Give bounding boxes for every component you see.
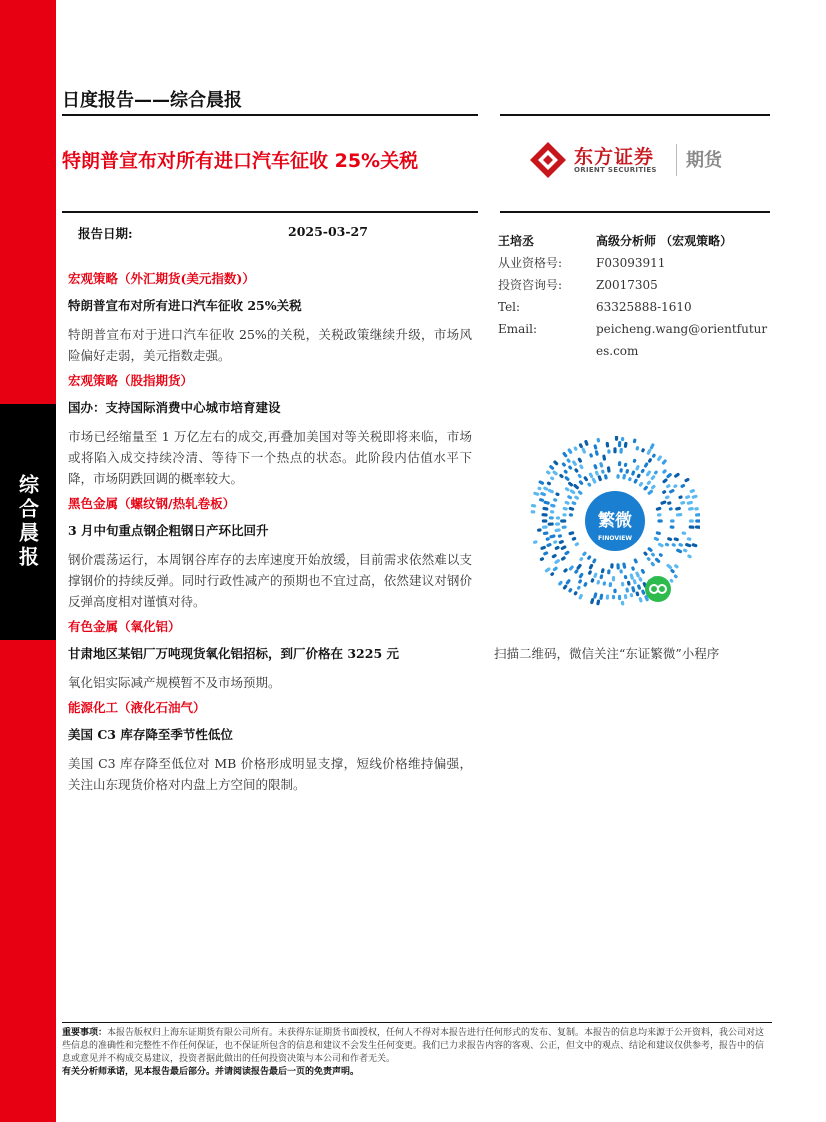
qr-dot xyxy=(568,460,569,461)
qr-dot xyxy=(570,508,572,509)
section-4 xyxy=(68,618,472,693)
qr-dot xyxy=(556,548,558,549)
qr-dot xyxy=(595,446,596,448)
qr-dot xyxy=(542,494,544,495)
qr-dot xyxy=(644,584,645,587)
logo-suffix: 期货 xyxy=(686,150,722,171)
qr-dot xyxy=(686,480,688,481)
qr-dot xyxy=(555,462,557,464)
qr-dot xyxy=(669,539,671,540)
qr-dot xyxy=(563,558,565,559)
qr-dot xyxy=(676,474,678,476)
company-logo xyxy=(528,140,738,180)
qr-dot xyxy=(653,486,654,487)
section-category: 宏观策略（股指期货） xyxy=(68,373,194,388)
qr-dot xyxy=(541,500,543,501)
qr-dot xyxy=(545,553,547,554)
qr-dot xyxy=(579,459,580,461)
qr-dot xyxy=(675,576,676,577)
qr-dot xyxy=(595,594,596,597)
qr-dot xyxy=(551,467,553,468)
qr-dot xyxy=(649,491,651,493)
section-3 xyxy=(68,495,472,612)
qr-dot xyxy=(570,467,571,468)
qr-dot xyxy=(593,479,594,482)
qr-dot xyxy=(590,566,591,568)
qr-dot xyxy=(581,466,582,467)
qr-dot xyxy=(544,508,547,509)
qr-center-sub: FINOVIEW xyxy=(598,535,632,542)
qr-dot xyxy=(668,475,670,477)
qr-dot xyxy=(571,491,573,493)
footer-rule xyxy=(62,1022,772,1023)
qr-dot xyxy=(545,502,548,503)
qr-dot xyxy=(580,482,581,483)
qr-dot xyxy=(562,547,564,548)
main-content xyxy=(68,270,472,801)
qr-dot xyxy=(581,445,582,447)
analyst-row xyxy=(498,296,768,318)
qr-dot xyxy=(564,586,565,588)
qr-dot xyxy=(648,450,649,453)
qr-dot xyxy=(580,596,581,598)
qr-dot xyxy=(548,545,550,546)
qr-dot xyxy=(601,595,602,598)
qr-dot xyxy=(548,483,549,484)
qr-dot xyxy=(590,474,591,476)
qr-dot xyxy=(693,496,696,497)
qr-dot xyxy=(687,497,689,498)
section-2 xyxy=(68,372,472,489)
qr-dot xyxy=(631,575,632,578)
qr-dot xyxy=(651,445,652,448)
qr-dot xyxy=(635,560,636,562)
qr-dot xyxy=(563,464,564,465)
analyst-title: 高级分析师 （宏观策略） xyxy=(596,234,733,248)
qr-dot xyxy=(678,550,681,551)
analyst-row xyxy=(498,252,768,274)
qr-dot xyxy=(549,490,552,491)
qr-dot xyxy=(552,505,554,506)
qr-dot xyxy=(592,600,593,603)
qr-dot xyxy=(545,488,547,489)
qr-dot xyxy=(646,597,647,600)
qr-dot xyxy=(570,590,571,591)
date-rule-left xyxy=(62,211,478,213)
section-body: 氧化铝实际减产规模暂不及市场预期。 xyxy=(68,675,281,690)
section-1 xyxy=(68,270,472,366)
qr-dot xyxy=(668,565,670,567)
qr-dot xyxy=(655,539,657,540)
qr-dot xyxy=(676,566,677,567)
qr-dot xyxy=(643,591,644,593)
qr-dot xyxy=(640,579,641,580)
qr-dot xyxy=(580,574,581,576)
report-type-title: 日度报告——综合晨报 xyxy=(62,90,242,111)
qr-dot xyxy=(664,471,665,472)
disclaimer xyxy=(62,1027,772,1079)
section-headline: 3 月中旬重点钢企粗钢日产环比回升 xyxy=(68,523,269,538)
qr-dot xyxy=(535,493,538,494)
disclaimer-text: 本报告版权归上海东证期货有限公司所有。未获得东证期货书面授权，任何人不得对本报告进行任何形式的发布、复制。本报告的信息均来源于公开资料，我公司对这些信息的准确性和完整性不作任何保证，也不保证所包含的信息和建议不会发生任何变更。我们已力求报告内容的客观、公正，但文中的观点、结论和建议仅供参考，报告中的信息或意见并不构成交易建议，投资者据此做出的任何投资决策与本公司和作者无关。 xyxy=(62,1028,765,1064)
qr-dot xyxy=(573,503,574,504)
qr-dot xyxy=(645,553,646,554)
qr-dot xyxy=(576,544,577,545)
qr-dot xyxy=(660,555,661,556)
qr-dot xyxy=(578,566,580,568)
qr-dot xyxy=(583,449,584,452)
qr-dot xyxy=(664,480,666,482)
qr-dot xyxy=(560,542,562,543)
qr-dot xyxy=(671,491,673,492)
qr-dot xyxy=(688,502,691,503)
qr-dot xyxy=(672,571,673,572)
qr-dot xyxy=(552,478,553,479)
qr-dot xyxy=(645,487,646,488)
qr-dot xyxy=(656,472,657,473)
disclaimer-note: 有关分析师承诺，见本报告最后部分。并请阅读报告最后一页的免责声明。 xyxy=(62,1067,360,1077)
qr-dot xyxy=(575,448,576,449)
qr-dot xyxy=(648,559,649,560)
qr-dot xyxy=(642,571,643,573)
qr-dot xyxy=(653,554,654,555)
qr-dot xyxy=(640,484,641,486)
qr-dot xyxy=(648,482,649,483)
qr-dot xyxy=(633,588,634,591)
qr-dot xyxy=(556,561,558,563)
header-rule-left xyxy=(62,114,478,116)
qr-dot xyxy=(575,486,577,488)
qr-dot xyxy=(585,478,586,480)
qr-dot xyxy=(551,536,554,537)
qr-dot xyxy=(560,582,561,583)
qr-dot xyxy=(652,477,653,479)
qr-dot xyxy=(657,559,659,561)
analyst-name-row xyxy=(498,230,768,252)
section-headline: 美国 C3 库存降至季节性低位 xyxy=(68,727,233,742)
analyst-email-row xyxy=(498,318,768,362)
logo-name: 东方证券 xyxy=(574,146,655,168)
qr-dot xyxy=(637,467,638,469)
report-date-value: 2025-03-27 xyxy=(288,224,368,239)
qr-dot xyxy=(579,476,580,477)
qr-dot xyxy=(548,472,549,473)
qr-dot xyxy=(554,472,556,474)
qr-dot xyxy=(637,573,638,576)
qr-dot xyxy=(542,547,544,548)
qr-dot xyxy=(597,472,598,474)
qr-dot xyxy=(624,475,625,478)
report-date-label: 报告日期: xyxy=(78,226,133,241)
qr-dot xyxy=(566,478,568,480)
qr-dot xyxy=(671,580,672,581)
qr-dot xyxy=(576,497,578,498)
qr-dot xyxy=(570,567,572,569)
qr-dot xyxy=(565,471,566,472)
qr-dot xyxy=(589,484,590,485)
email-link[interactable]: peicheng.wang@orientfutures.com xyxy=(596,322,768,358)
analyst-key: 投资咨询号: xyxy=(498,278,563,292)
qr-dot xyxy=(541,559,542,560)
qr-dot xyxy=(576,571,577,572)
analyst-key: Tel: xyxy=(498,300,521,314)
qr-caption: 扫描二维码，微信关注“东证繁微”小程序 xyxy=(494,646,720,661)
qr-dot xyxy=(570,483,572,484)
date-rule-right xyxy=(500,211,770,213)
qr-dot xyxy=(662,502,665,503)
email-key: Email: xyxy=(498,322,538,336)
analyst-value: Z0017305 xyxy=(596,278,658,292)
qr-dot xyxy=(657,533,659,534)
qr-dot xyxy=(594,560,595,562)
analyst-info xyxy=(498,230,768,362)
section-headline: 甘肃地区某铝厂万吨现货氧化铝招标，到厂价格在 3225 元 xyxy=(68,646,399,661)
qr-center-text: 繁微 xyxy=(598,511,632,531)
qr-dot xyxy=(579,492,580,493)
qr-dot xyxy=(687,545,690,546)
qr-dot xyxy=(590,572,591,573)
qr-dot xyxy=(567,581,569,583)
analyst-key: 从业资格号: xyxy=(498,256,563,270)
analyst-value: 63325888-1610 xyxy=(596,300,692,314)
qr-dot xyxy=(552,574,553,575)
qr-dot xyxy=(553,556,555,557)
section-body: 市场已经缩量至 1 万亿左右的成交,再叠加美国对等关税即将来临，市场或将陷入成交持续冷清、等待下一个热点的状态。此阶段内估值水平下降，市场阴跌回调的概率较大。 xyxy=(68,429,472,486)
qr-dot xyxy=(566,552,568,553)
section-category: 有色金属（氧化铝） xyxy=(68,619,181,634)
qr-dot xyxy=(599,477,600,480)
qr-dot xyxy=(639,586,640,588)
qr-dot xyxy=(595,466,596,468)
qr-dot xyxy=(601,464,602,466)
section-category: 黑色金属（螺纹钢/热轧卷板） xyxy=(68,496,236,511)
qr-dot xyxy=(677,508,680,509)
section-5 xyxy=(68,699,472,795)
qr-dot xyxy=(640,599,641,601)
qr-dot xyxy=(589,557,590,558)
qr-dot xyxy=(648,472,650,475)
qr-dot xyxy=(576,470,577,471)
analyst-row xyxy=(498,274,768,296)
section-body: 钢价震荡运行，本周钢谷库存的去库速度开始放缓，目前需求依然难以支撑钢价的持续反弹。同时行政性减产的预期也不宜过高，依然建议对钢价反弹高度相对谨慎对待。 xyxy=(68,552,472,609)
qr-dot xyxy=(663,461,665,463)
orient-diamond-icon xyxy=(528,140,568,180)
qr-dot xyxy=(574,462,576,464)
qr-dot xyxy=(634,581,635,583)
page-title: 特朗普宣布对所有进口汽车征收 25%关税 xyxy=(62,150,419,172)
qr-dot xyxy=(565,570,566,571)
qr-dot xyxy=(573,539,574,540)
section-body: 美国 C3 库存降至低位对 MB 价格形成明显支撑，短线价格维持偏强，关注山东现货价格对内盘上方空间的限制。 xyxy=(68,756,472,792)
qr-dot xyxy=(646,464,647,466)
qr-dot xyxy=(624,564,625,567)
section-category: 能源化工（液化石油气） xyxy=(68,700,206,715)
qr-dot xyxy=(682,486,683,487)
qr-dot xyxy=(638,475,639,476)
side-tab: 综合晨报 xyxy=(0,404,56,640)
qr-dot xyxy=(667,497,668,498)
qr-dot xyxy=(660,544,662,545)
qr-dot xyxy=(566,502,568,503)
qr-dot xyxy=(561,476,562,477)
qr-dot xyxy=(581,559,582,560)
disclaimer-label: 重要事项： xyxy=(62,1028,108,1038)
qr-dot xyxy=(585,584,586,585)
qr-dot xyxy=(584,553,585,554)
analyst-value: F03093911 xyxy=(596,256,666,270)
qr-dot xyxy=(668,486,669,487)
qr-dot xyxy=(546,569,548,571)
qr-dot xyxy=(642,470,643,471)
qr-dot xyxy=(649,549,651,551)
qr-dot xyxy=(675,539,677,540)
section-headline: 特朗普宣布对所有进口汽车征收 25%关税 xyxy=(68,298,302,313)
header-rule-right xyxy=(500,114,770,116)
qr-dot xyxy=(596,452,597,454)
qr-dot xyxy=(659,457,661,459)
qr-dot xyxy=(554,568,556,569)
qr-dot xyxy=(691,491,693,492)
section-headline: 国办：支持国际消费中心城市培育建设 xyxy=(68,400,281,415)
section-category: 宏观策略（外汇期货(美元指数)） xyxy=(68,271,255,286)
qr-dot xyxy=(540,482,542,483)
qr-dot xyxy=(566,489,567,490)
qr-dot xyxy=(635,480,636,482)
qr-dot xyxy=(586,442,587,445)
analyst-name: 王培丞 xyxy=(498,234,535,248)
qr-dot xyxy=(580,581,581,582)
logo-separator xyxy=(676,144,677,176)
qr-dot xyxy=(652,564,653,565)
qr-dot xyxy=(569,450,570,452)
qr-dot xyxy=(570,533,573,534)
logo-sub: ORIENT SECURITIES xyxy=(574,166,657,174)
qr-dot xyxy=(598,601,599,604)
qr-dot xyxy=(564,454,566,456)
qr-dot xyxy=(650,460,651,461)
qr-dot xyxy=(657,508,659,509)
section-body: 特朗普宣布对于进口汽车征收 25%的关税，关税政策继续升级，市场风险偏好走弱，美元指数走强。 xyxy=(68,327,472,363)
qr-dot xyxy=(693,545,696,546)
qr-dot xyxy=(569,497,571,498)
qr-code-icon[interactable] xyxy=(530,436,700,606)
qr-dot xyxy=(595,574,596,576)
qr-dot xyxy=(633,472,634,474)
qr-dot xyxy=(689,556,690,557)
